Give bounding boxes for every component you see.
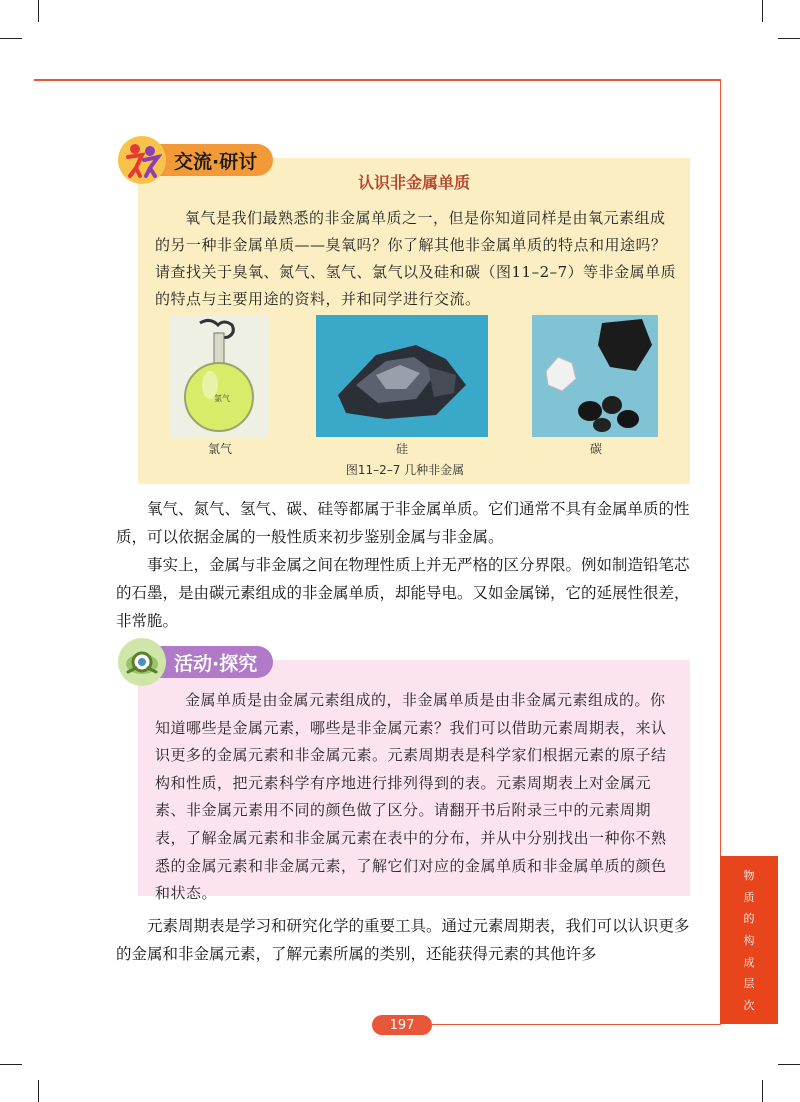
photo-caption-silicon: 硅	[395, 442, 408, 456]
magnifier-icon	[118, 638, 166, 686]
side-tab-char: 物	[743, 868, 755, 882]
crop-mark	[38, 1080, 39, 1102]
crop-mark	[38, 0, 39, 22]
flask-label: 氯气	[214, 394, 230, 403]
carbon-photo	[532, 315, 658, 437]
body-paragraph-1: 氧气、氮气、氢气、碳、硅等都属于非金属单质。它们通常不具有金属单质的性质，可以依据金属的一般性质来初步鉴别金属与非金属。	[116, 500, 690, 546]
discussion-badge	[118, 138, 273, 182]
chapter-side-tab	[720, 856, 778, 1024]
side-tab-char: 次	[743, 999, 755, 1013]
body-paragraph-2: 事实上，金属与非金属之间在物理性质上并无严格的区分界限。例如制造铅笔芯的石墨，是由碳元素组成的非金属单质，却能导电。又如金属锑，它的延展性很差，非常脆。	[116, 556, 690, 630]
side-tab-char: 层	[743, 977, 755, 991]
discussion-badge-label: 交流·研讨	[156, 144, 273, 176]
discussion-paragraph: 氧气是我们最熟悉的非金属单质之一，但是你知道同样是由氧元素组成的另一种非金属单质——臭氧吗？你了解其他非金属单质的特点和用途吗？请查找关于臭氧、氮气、氢气、氯气以及硅和碳（图11–2–7）等非金属单质的特点与主要用途的资料，并和同学进行交流。	[155, 209, 677, 308]
page-number: 197	[372, 1015, 432, 1035]
crop-mark	[762, 0, 763, 22]
activity-paragraph: 金属单质是由金属元素组成的，非金属单质是由非金属元素组成的。你知道哪些是金属元素，哪些是非金属元素？我们可以借助元素周期表，来认识更多的金属元素和非金属元素。元素周期表是科学家们根据元素的原子结构和性质，把元素科学有序地进行排列得到的表。元素周期表上对金属元素、非金属元素用不同的颜色做了区分。请翻开书后附录三中的元素周期表，了解金属元素和非金属元素在表中的分布，并从中分别找出一种你不熟悉的金属元素和非金属元素，了解它们对应的金属单质和非金属单质的颜色和状态。	[155, 691, 667, 903]
silicon-photo	[316, 315, 488, 437]
side-tab-char: 成	[743, 955, 755, 969]
people-icon	[118, 136, 166, 184]
crop-mark	[778, 1064, 800, 1065]
side-tab-char: 的	[743, 912, 755, 926]
photo-caption-carbon: 碳	[589, 442, 602, 456]
bottom-rule	[432, 1024, 720, 1025]
closing-paragraph: 元素周期表是学习和研究化学的重要工具。通过元素周期表，我们可以认识更多的金属和非金属元素，了解元素所属的类别，还能获得元素的其他许多	[116, 917, 690, 963]
chlorine-flask-photo	[170, 315, 270, 437]
activity-badge	[118, 640, 273, 684]
crop-mark	[778, 38, 800, 39]
crop-mark	[0, 1064, 22, 1065]
crop-mark	[0, 38, 22, 39]
side-tab-char: 构	[743, 933, 755, 947]
figure-caption: 图11–2–7 几种非金属	[345, 463, 465, 477]
side-tab-char: 质	[743, 890, 755, 904]
top-rule	[34, 79, 720, 81]
activity-badge-label: 活动·探究	[156, 646, 273, 678]
photo-caption-chlorine: 氯气	[207, 442, 232, 456]
discussion-title: 认识非金属单质	[357, 173, 470, 192]
crop-mark	[762, 1080, 763, 1102]
